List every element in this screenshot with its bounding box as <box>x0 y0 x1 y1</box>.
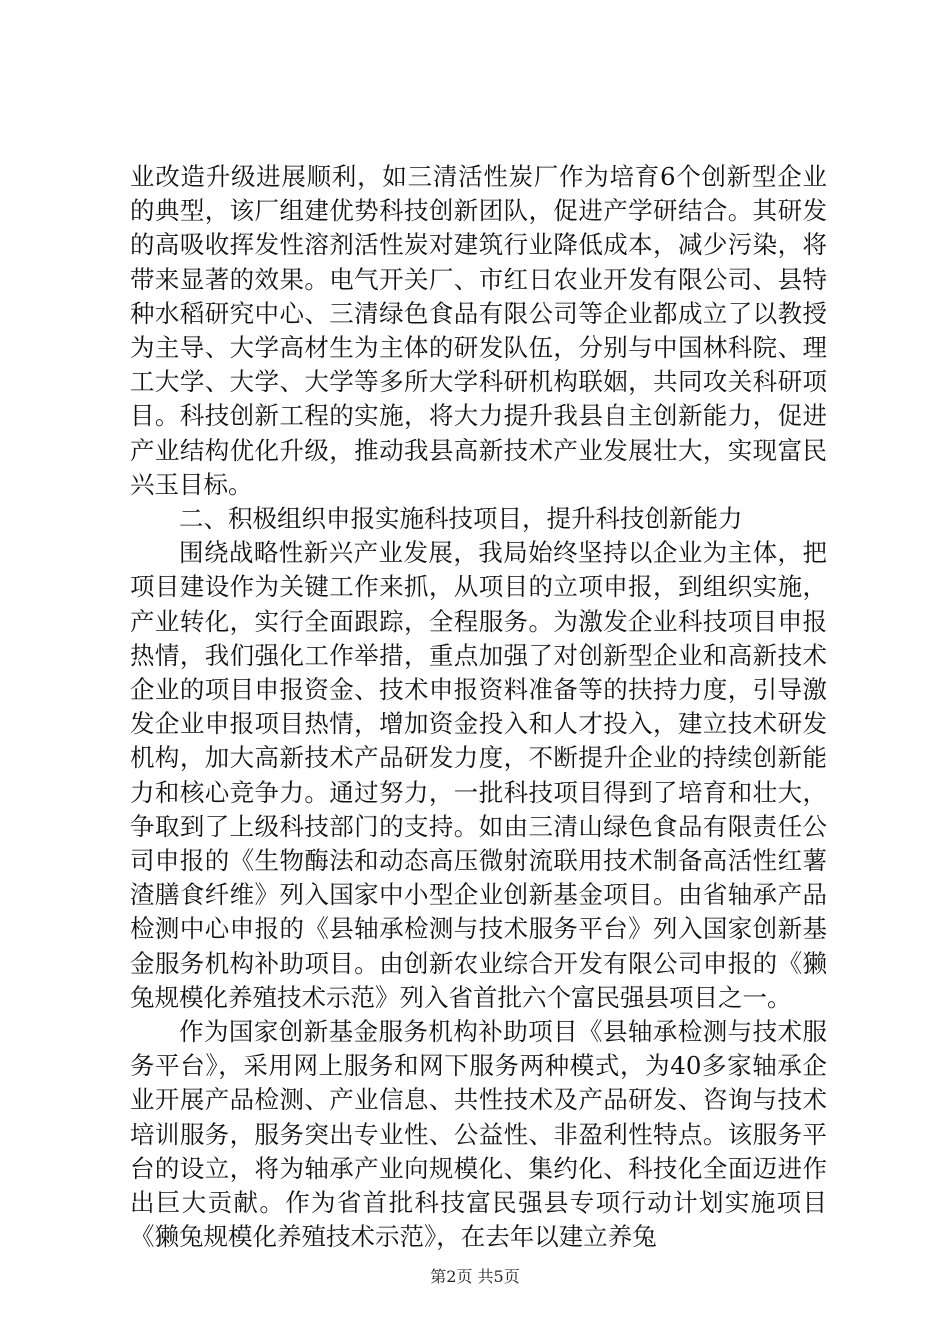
paragraph-continuation: 业改造升级进展顺利，如三清活性炭厂作为培育6个创新型企业的典型，该厂组建优势科技创新团队，促进产学研结合。其研发的高吸收挥发性溶剂活性炭对建筑行业降低成本，减少污染，将带来显著的效果。电气开关厂、市红日农业开发有限公司、县特种水稻研究中心、三清绿色食品有限公司等企业都成立了以教授为主导、大学高材生为主体的研发队伍，分别与中国林科院、理工大学、大学、大学等多所大学科研机构联姻，共同攻关科研项目。科技创新工程的实施，将大力提升我县自主创新能力，促进产业结构优化升级，推动我县高新技术产业发展壮大，实现富民兴玉目标。 <box>130 162 827 499</box>
paragraph: 作为国家创新基金服务机构补助项目《县轴承检测与技术服务平台》，采用网上服务和网下服务两种模式，为40多家轴承企业开展产品检测、产业信息、共性技术及产品研发、咨询与技术培训服务，服务突出专业性、公益性、非盈利性特点。该服务平台的设立，将为轴承产业向规模化、集约化、科技化全面迈进作出巨大贡献。作为省首批科技富民强县专项行动计划实施项目《獭兔规模化养殖技术示范》，在去年以建立养兔 <box>130 1017 827 1252</box>
document-body <box>130 160 827 1255</box>
page-number: 第2页 共5页 <box>430 1267 520 1286</box>
section-heading: 二、积极组织申报实施科技项目，提升科技创新能力 <box>179 504 743 534</box>
paragraph: 围绕战略性新兴产业发展，我局始终坚持以企业为主体，把项目建设作为关键工作来抓，从项目的立项申报，到组织实施，产业转化，实行全面跟踪，全程服务。为激发企业科技项目申报热情，我们强化工作举措，重点加强了对创新型企业和高新技术企业的项目申报资金、技术申报资料准备等的扶持力度，引导激发企业申报项目热情，增加资金投入和人才投入，建立技术研发机构，加大高新技术产品研发力度，不断提升企业的持续创新能力和核心竞争力。通过努力，一批科技项目得到了培育和壮大，争取到了上级科技部门的支持。如由三清山绿色食品有限责任公司申报的《生物酶法和动态高压微射流联用技术制备高活性红薯渣膳食纤维》列入国家中小型企业创新基金项目。由省轴承产品检测中心申报的《县轴承检测与技术服务平台》列入国家创新基金服务机构补助项目。由创新农业综合开发有限公司申报的《獭兔规模化养殖技术示范》列入省首批六个富民强县项目之一。 <box>130 538 827 1012</box>
